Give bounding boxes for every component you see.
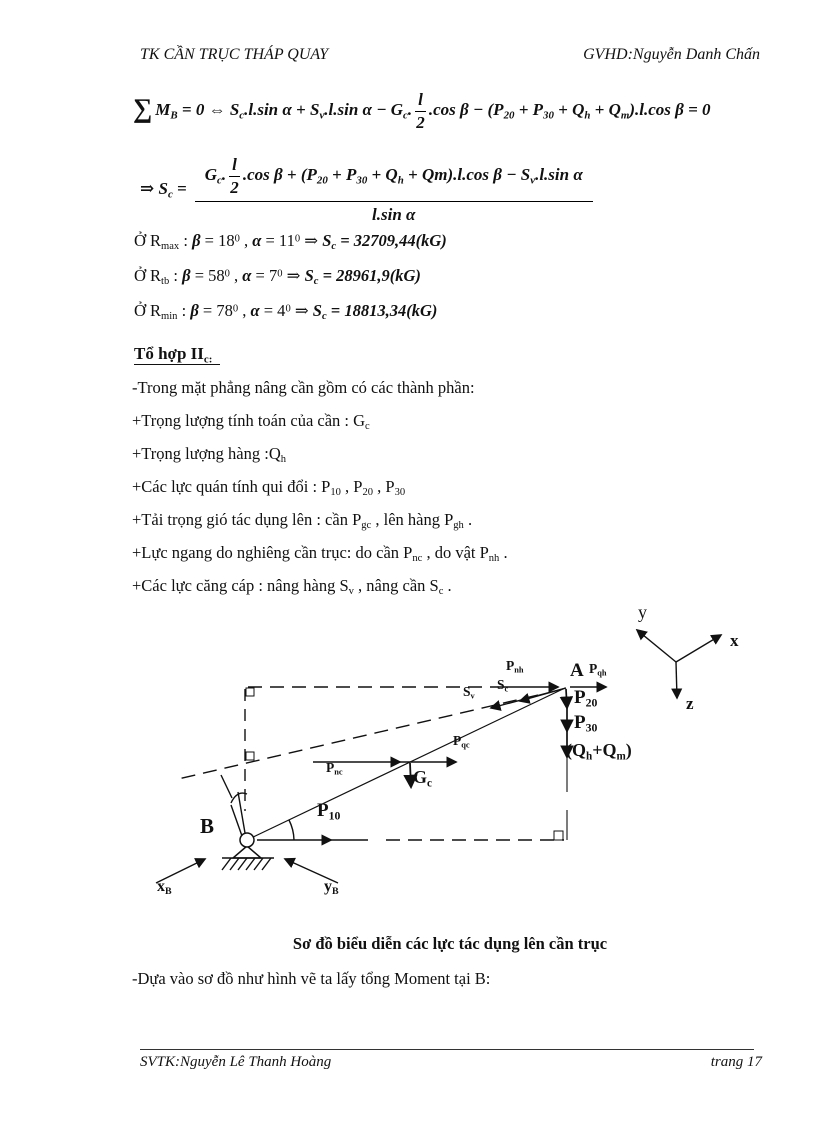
label-sv: $S_v$ — [463, 684, 475, 701]
list-item: +Trọng lượng tính toán của cần : $G_c$ — [132, 411, 370, 433]
inner-fraction-l-over-2 — [229, 155, 240, 198]
footer-author: SVTK:Nguyễn Lê Thanh Hoàng — [140, 1054, 332, 1070]
ground-hatch — [262, 858, 271, 870]
page-header — [140, 46, 760, 64]
corner-marker — [554, 831, 563, 840]
label-axis-y: y — [638, 602, 647, 622]
corner-marker — [246, 752, 254, 760]
figure-caption: Sơ đồ biểu diễn các lực tác dụng lên cần trục — [292, 934, 608, 953]
force-diagram — [0, 600, 816, 936]
tick-mark — [221, 775, 232, 798]
fraction-denominator: 2 — [416, 113, 425, 132]
list-item: -Trong mặt phẳng nâng cần gồm có các thành phần: — [132, 378, 475, 397]
force-diagram-svg — [0, 600, 816, 936]
p20-arrow — [566, 689, 567, 708]
moment-sum-equation — [133, 90, 711, 133]
list-item: +Tải trọng gió tác dụng lên : cần $P_{gc}$ , lên hàng $P_{gh}$ . — [132, 510, 473, 532]
ground-hatch — [246, 858, 255, 870]
moment-eq-right: .cos $\beta - (P_{20} + P_{30} + Q_h + Q_m).l.\cos$ β = 0 — [428, 100, 711, 122]
label-qh-plus-qm: $(Q_h+Q_m)$ — [566, 740, 632, 763]
boom-angle-arc — [289, 820, 294, 840]
ground-hatch — [222, 858, 231, 870]
label-axis-x: x — [730, 631, 739, 650]
list-item: +Lực ngang do nghiêng cần trục: do cần $P_{nc}$ , do vật $P_{nh}$ . — [132, 543, 508, 565]
case-results — [134, 231, 447, 336]
fraction-l-over-2 — [415, 90, 426, 133]
label-pnh: $P_{nh}$ — [506, 658, 524, 675]
ground-hatch — [230, 858, 239, 870]
label-pqc: $P_{qc}$ — [453, 733, 470, 750]
axis-y-line — [637, 630, 676, 662]
note-line: -Dựa vào sơ đồ như hình vẽ ta lấy tổng Moment tại B: — [132, 969, 491, 988]
support-triangle — [233, 846, 261, 858]
list-item: +Trọng lượng hàng $:Q_h$ — [132, 444, 287, 466]
label-point-b: B — [200, 814, 215, 838]
label-p30: $P_{30}$ — [574, 712, 598, 735]
cable-force-equation — [140, 155, 596, 225]
page-footer — [140, 1054, 762, 1071]
label-point-a: A — [570, 660, 584, 681]
label-gc: $G_c$ — [413, 767, 432, 790]
label-p10: $P_{10}$ — [317, 800, 341, 823]
section-heading-text: Tổ hợp $II_{c:}$ — [134, 344, 220, 365]
list-item: +Các lực quán tính qui đổi : $P_{10}$ , $P_{20}$ , $P_{30}$ — [132, 477, 406, 499]
sc-eq-lead: ⇒ $S_c$ = — [140, 178, 187, 201]
header-advisor: GVHD:Nguyễn Danh Chấn — [583, 46, 760, 63]
corner-marker — [246, 688, 254, 696]
fraction-numerator: l — [415, 90, 426, 112]
sum-symbol: ∑ — [133, 93, 153, 124]
load-components-list — [132, 371, 508, 602]
axis-x-line — [676, 635, 721, 662]
sc-eq-fraction — [195, 155, 593, 225]
gc-arrow — [410, 763, 411, 787]
case-rmax-line: Ở $R_{max}$ : $\beta = 18^0$ , $\alpha = 11^0$ ⇒ $S_c = 32709,44(kG)$ — [134, 231, 447, 253]
label-yb-reaction: $y_B$ — [324, 878, 339, 897]
inner-fraction-denominator: 2 — [230, 178, 239, 197]
ground-hatch — [238, 858, 247, 870]
label-pnc: $P_{nc}$ — [326, 760, 343, 777]
label-sc: $S_c$ — [497, 677, 509, 694]
label-axis-z: z — [686, 694, 694, 713]
crane-boom-line — [249, 688, 565, 839]
ground-hatch — [254, 858, 263, 870]
footer-rule — [140, 1049, 754, 1050]
section-heading — [134, 344, 220, 364]
inner-fraction-numerator: l — [229, 155, 240, 177]
sc-eq-denominator: l.sin α — [372, 205, 416, 224]
footer-page-number: trang 17 — [710, 1054, 762, 1070]
moment-eq-left: $M_B = 0$ ⇔ $S_c.l.\sin$ $\alpha + S_v.l.\sin$ $\alpha - G_c$. — [155, 100, 413, 122]
sc-eq-numerator: $G_c$. $\frac{l}{2}$ .cos $\beta + (P_{20} + P_{30} + Q_h + Qm).l.\cos$ $\beta - S_v.l.\sin$ α — [195, 155, 593, 202]
list-item: +Các lực căng cáp : nâng hàng $S_v$ , nâng cần $S_c$ . — [132, 576, 452, 598]
header-doc-title: TK CẦN TRỤC THÁP QUAY — [140, 46, 329, 63]
axis-z-line — [676, 662, 677, 698]
pivot-circle — [240, 833, 254, 847]
boom-dashed-position — [174, 695, 538, 780]
case-rtb-line: Ở $R_{tb}$ : $\beta = 58^0$ , $\alpha = 7^0$ ⇒ $S_c = 28961,9(kG)$ — [134, 266, 421, 288]
label-pqh: $P_{qh}$ — [589, 661, 607, 678]
label-p20: $P_{20}$ — [574, 687, 598, 710]
label-xb-reaction: $x_B$ — [157, 878, 172, 897]
case-rmin-line: Ở $R_{min}$ : $\beta = 78^0$ , $\alpha = 4^0$ ⇒ $S_c = 18813,34(kG)$ — [134, 301, 438, 323]
